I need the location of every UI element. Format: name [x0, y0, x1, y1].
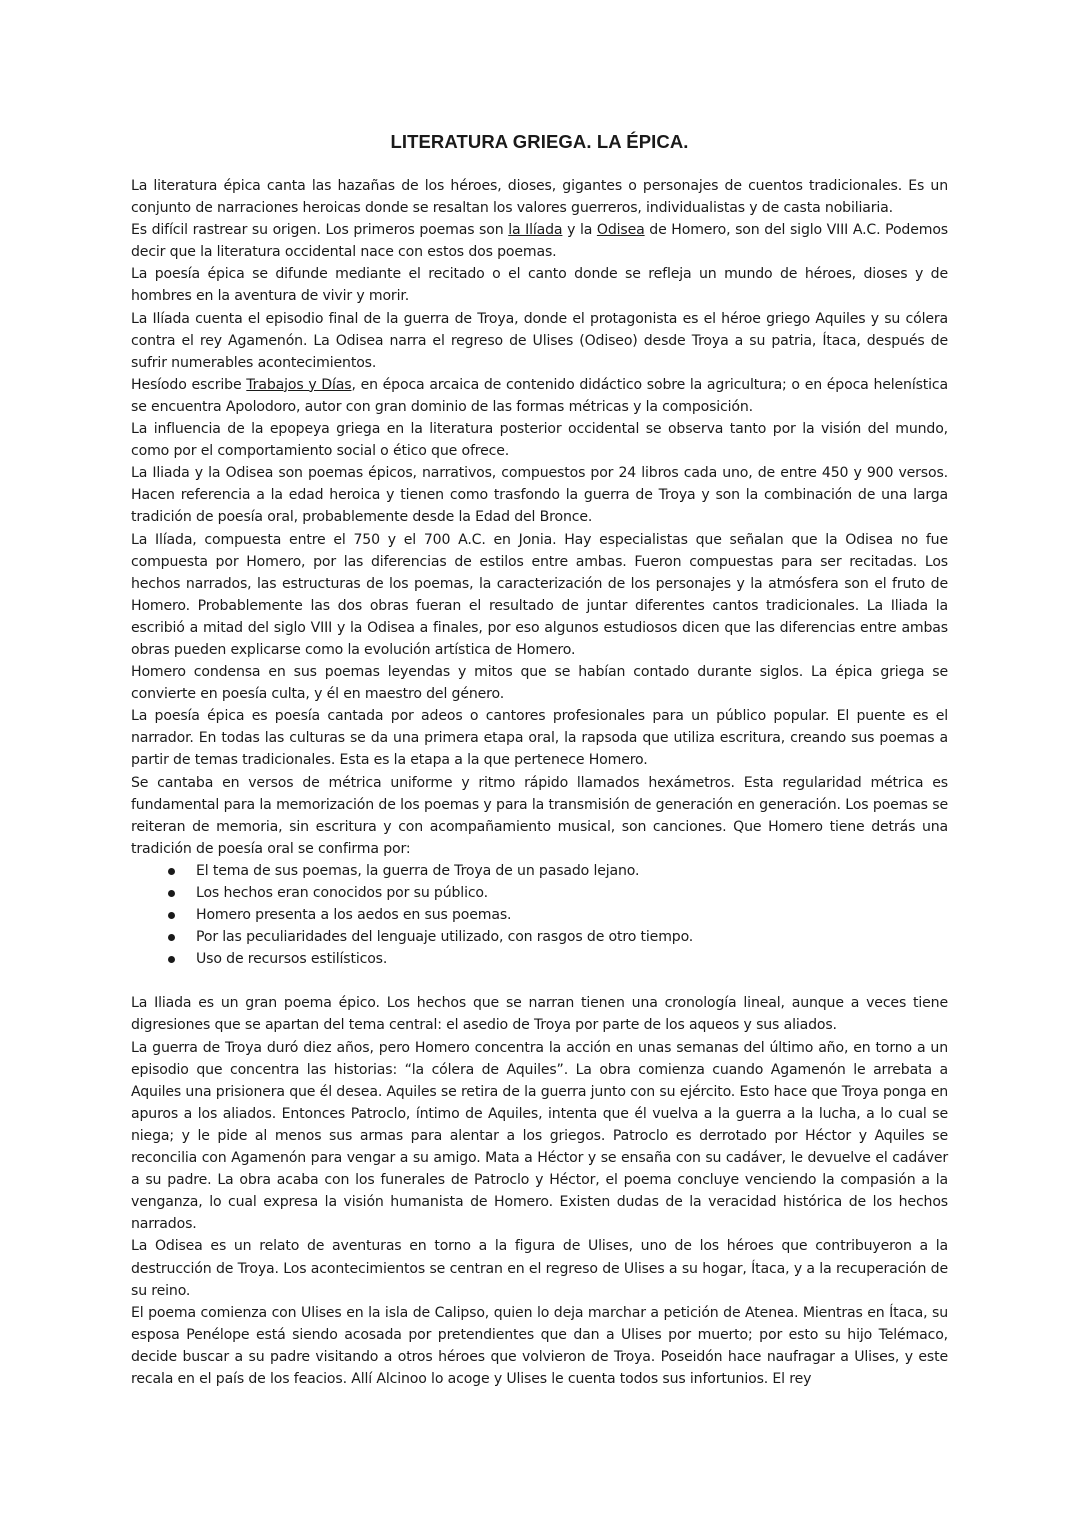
list-item: Los hechos eran conocidos por su público.: [131, 882, 948, 904]
paragraph-hexameters: Se cantaba en versos de métrica uniforme y ritmo rápido llamados hexámetros. Esta regularidad métrica es fundamental para la memorización de los poemas y para la transmisión de generación en generación. Los poemas se reiteran de memoria, sin escritura y con acompañamiento musical, son canciones. Que Homero tiene detrás una tradición de poesía oral se confirma por:: [131, 774, 948, 857]
bullet-icon: [168, 912, 175, 919]
paragraph-troy-war: La guerra de Troya duró diez años, pero Homero concentra la acción en unas semanas del último año, en torno a un episodio que concentra las historias: “la cólera de Aquiles”. La obra comienza cuando Agamenón le arrebata a Aquiles una prisionera que él desea. Aquiles se retira de la guerra junto con su ejército. Esto hace que Troya ponga en apuros a los aliados. Entonces Patroclo, íntimo de Aquiles, intenta que él vuelva a la guerra a la lucha, a lo cual se niega; y le pide al menos sus armas para alentar a los griegos. Patroclo es derrotado por Héctor y Aquiles se reconcilia con Agamenón para vengar a su amigo. Mata a Héctor y se ensaña con su cadáver, le devuelve el cadáver a su padre. La obra acaba con los funerales de Patroclo y Héctor, el poema concluye venciendo la compasión a la venganza, lo cual expresa la visión humanista de Homero. Existen dudas de la veracidad histórica de los hechos narrados.: [131, 1039, 948, 1233]
blank-line: [131, 970, 948, 992]
paragraph-epic-poems: La Iliada y la Odisea son poemas épicos, narrativos, compuestos por 24 libros cada uno, de entre 450 y 900 versos. Hacen referencia a la edad heroica y tienen como trasfondo la guerra de Troya y son la combinación de una larga tradición de poesía oral, probablemente desde la Edad del Bronce.: [131, 465, 948, 526]
underlined-title-trabajos: Trabajos y Días: [246, 376, 352, 393]
list-item: Uso de recursos estilísticos.: [131, 948, 948, 970]
paragraph-sung-poetry: La poesía épica es poesía cantada por adeos o cantores profesionales para un público popular. El puente es el narrador. En todas las culturas se da una primera etapa oral, la rapsoda que utiliza escritura, creando sus poemas a partir de temas tradicionales. Esta es la etapa a la que pertenece Homero.: [131, 708, 948, 769]
bullet-list: [131, 860, 948, 970]
page-title: LITERATURA GRIEGA. LA ÉPICA.: [390, 131, 689, 152]
paragraph-intro: La literatura épica canta las hazañas de los héroes, dioses, gigantes o personajes de cuentos tradicionales. Es un conjunto de narraciones heroicas donde se resaltan los valores guerreros, individualistas y de casta nobiliaria.: [131, 178, 948, 217]
paragraph-calipso: El poema comienza con Ulises en la isla de Calipso, quien lo deja marchar a petición de Atenea. Mientras en Ítaca, su esposa Penélope está siendo acosada por pretendientes que dan a Ulises por muerto; por esto su hijo Telémaco, decide buscar a su padre visitando a otros héroes que volvieron de Troya. Poseidón hace naufragar a Ulises, y este recala en el país de los feacios. Allí Alcinoo lo acoge y Ulises le cuenta todos sus infortunios. El rey: [131, 1304, 948, 1387]
bullet-icon: [168, 956, 175, 963]
paragraph-recitation: La poesía épica se difunde mediante el recitado o el canto donde se refleja un mundo de héroes, dioses y de hombres en la aventura de vivir y morir.: [131, 266, 948, 305]
list-item: Homero presenta a los aedos en sus poemas.: [131, 904, 948, 926]
bullet-icon: [168, 868, 175, 875]
paragraph-origin: Es difícil rastrear su origen. Los primeros poemas son la Ilíada y la Odisea de Homero, son del siglo VIII A.C. Podemos decir que la literatura occidental nace con estos dos poemas.: [131, 222, 948, 261]
list-item: Por las peculiaridades del lenguaje utilizado, con rasgos de otro tiempo.: [131, 926, 948, 948]
underlined-title-iliada: la Ilíada: [508, 222, 563, 239]
bullet-icon: [168, 934, 175, 941]
paragraph-iliada-odisea: La Ilíada cuenta el episodio final de la guerra de Troya, donde el protagonista es el héroe griego Aquiles y su cólera contra el rey Agamenón. La Odisea narra el regreso de Ulises (Odiseo) desde Troya a su patria, Ítaca, después de sufrir numerables acontecimientos.: [131, 310, 948, 371]
paragraph-influence: La influencia de la epopeya griega en la literatura posterior occidental se observa tanto por la visión del mundo, como por el comportamiento social o ético que ofrece.: [131, 421, 948, 460]
paragraph-odisea-summary: La Odisea es un relato de aventuras en torno a la figura de Ulises, uno de los héroes que contribuyeron a la destrucción de Troya. Los acontecimientos se centran en el regreso de Ulises a su hogar, Ítaca, y a la recuperación de su reino.: [131, 1238, 948, 1299]
bullet-icon: [168, 890, 175, 897]
paragraph-hesiodo: Hesíodo escribe Trabajos y Días, en época arcaica de contenido didáctico sobre la agricultura; o en época helenística se encuentra Apolodoro, autor con gran dominio de las formas métricas y la composición.: [131, 376, 949, 415]
paragraph-composition: La Ilíada, compuesta entre el 750 y el 700 A.C. en Jonia. Hay especialistas que señalan que la Odisea no fue compuesta por Homero, por las diferencias de estilos entre ambas. Fueron compuestas para ser recitadas. Los hechos narrados, las estructuras de los poemas, la caracterización de los personajes y la atmósfera son el fruto de Homero. Probablemente las dos obras fueran el resultado de juntar diferentes cantos tradicionales. La Iliada la escribió a mitad del siglo VIII y la Odisea a finales, por eso algunos estudiosos dicen que las diferencias entre ambas obras pueden explicarse como la evolución artística de Homero.: [131, 531, 948, 658]
paragraph-iliada-summary: La Iliada es un gran poema épico. Los hechos que se narran tienen una cronología lineal, aunque a veces tiene digresiones que se apartan del tema central: el asedio de Troya por parte de los aqueos y sus aliados.: [131, 995, 948, 1034]
document-page: [131, 128, 948, 1390]
paragraph-homer-condenses: Homero condensa en sus poemas leyendas y mitos que se habían contado durante siglos. La épica griega se convierte en poesía culta, y él en maestro del género.: [131, 664, 948, 703]
list-item: El tema de sus poemas, la guerra de Troya de un pasado lejano.: [131, 860, 948, 882]
underlined-title-odisea: Odisea: [596, 222, 645, 239]
